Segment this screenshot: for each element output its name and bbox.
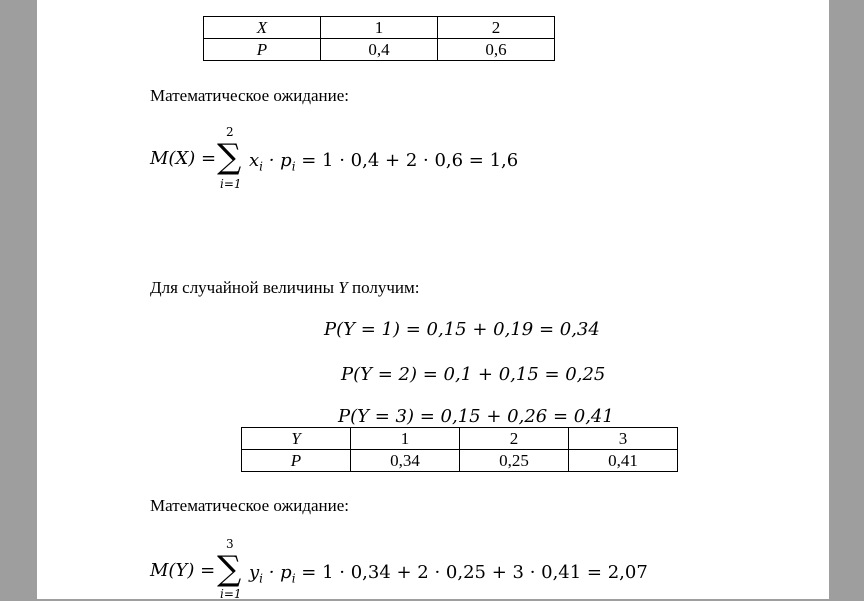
expectation-label-x: Математическое ожидание: bbox=[150, 86, 350, 105]
formula-my-lhs: M(Y) = bbox=[150, 560, 216, 581]
table-cell: 2 bbox=[438, 17, 555, 39]
table-cell: 1 bbox=[351, 428, 460, 450]
table-cell: 1 bbox=[321, 17, 438, 39]
formula-my-rhs: $y_i \cdot p_i = 1 \cdot 0,34 + 2 \cdot 0,25 + 3 \cdot 0,41 = 2,07$ bbox=[249, 562, 648, 586]
table-cell: 0,34 bbox=[351, 450, 460, 472]
table-cell: 3 bbox=[569, 428, 678, 450]
sum-lower-limit: i=1 bbox=[220, 587, 242, 601]
for-y-label: Для случайной величины Y получим: bbox=[150, 278, 420, 297]
table-row bbox=[204, 17, 555, 39]
table-row bbox=[204, 39, 555, 61]
distribution-table-y bbox=[241, 427, 678, 472]
sum-lower-limit: i=1 bbox=[220, 177, 242, 191]
table-cell: P bbox=[204, 39, 321, 61]
table-cell: 0,41 bbox=[569, 450, 678, 472]
document-page bbox=[37, 0, 829, 599]
distribution-table-x bbox=[203, 16, 555, 61]
sum-symbol: ∑ bbox=[217, 137, 242, 177]
table-cell: 0,25 bbox=[460, 450, 569, 472]
formula-mx-rhs: $x_i \cdot p_i = 1 \cdot 0,4 + 2 \cdot 0,6 = 1,6$ bbox=[249, 150, 519, 174]
table-cell: 0,6 bbox=[438, 39, 555, 61]
table-row bbox=[242, 428, 678, 450]
table-cell: Y bbox=[242, 428, 351, 450]
prob-y2: P(Y = 2) = 0,1 + 0,15 = 0,25 bbox=[341, 364, 606, 385]
table-cell: 0,4 bbox=[321, 39, 438, 61]
table-cell: P bbox=[242, 450, 351, 472]
table-cell: X bbox=[204, 17, 321, 39]
sum-upper-limit: 3 bbox=[226, 537, 234, 551]
table-row bbox=[242, 450, 678, 472]
sum-upper-limit: 2 bbox=[226, 125, 234, 139]
sum-symbol: ∑ bbox=[217, 549, 242, 589]
prob-y1: P(Y = 1) = 0,15 + 0,19 = 0,34 bbox=[324, 319, 600, 340]
formula-mx-lhs: M(X) = bbox=[150, 148, 217, 169]
prob-y3: P(Y = 3) = 0,15 + 0,26 = 0,41 bbox=[338, 406, 614, 427]
expectation-label-y: Математическое ожидание: bbox=[150, 496, 350, 515]
table-cell: 2 bbox=[460, 428, 569, 450]
